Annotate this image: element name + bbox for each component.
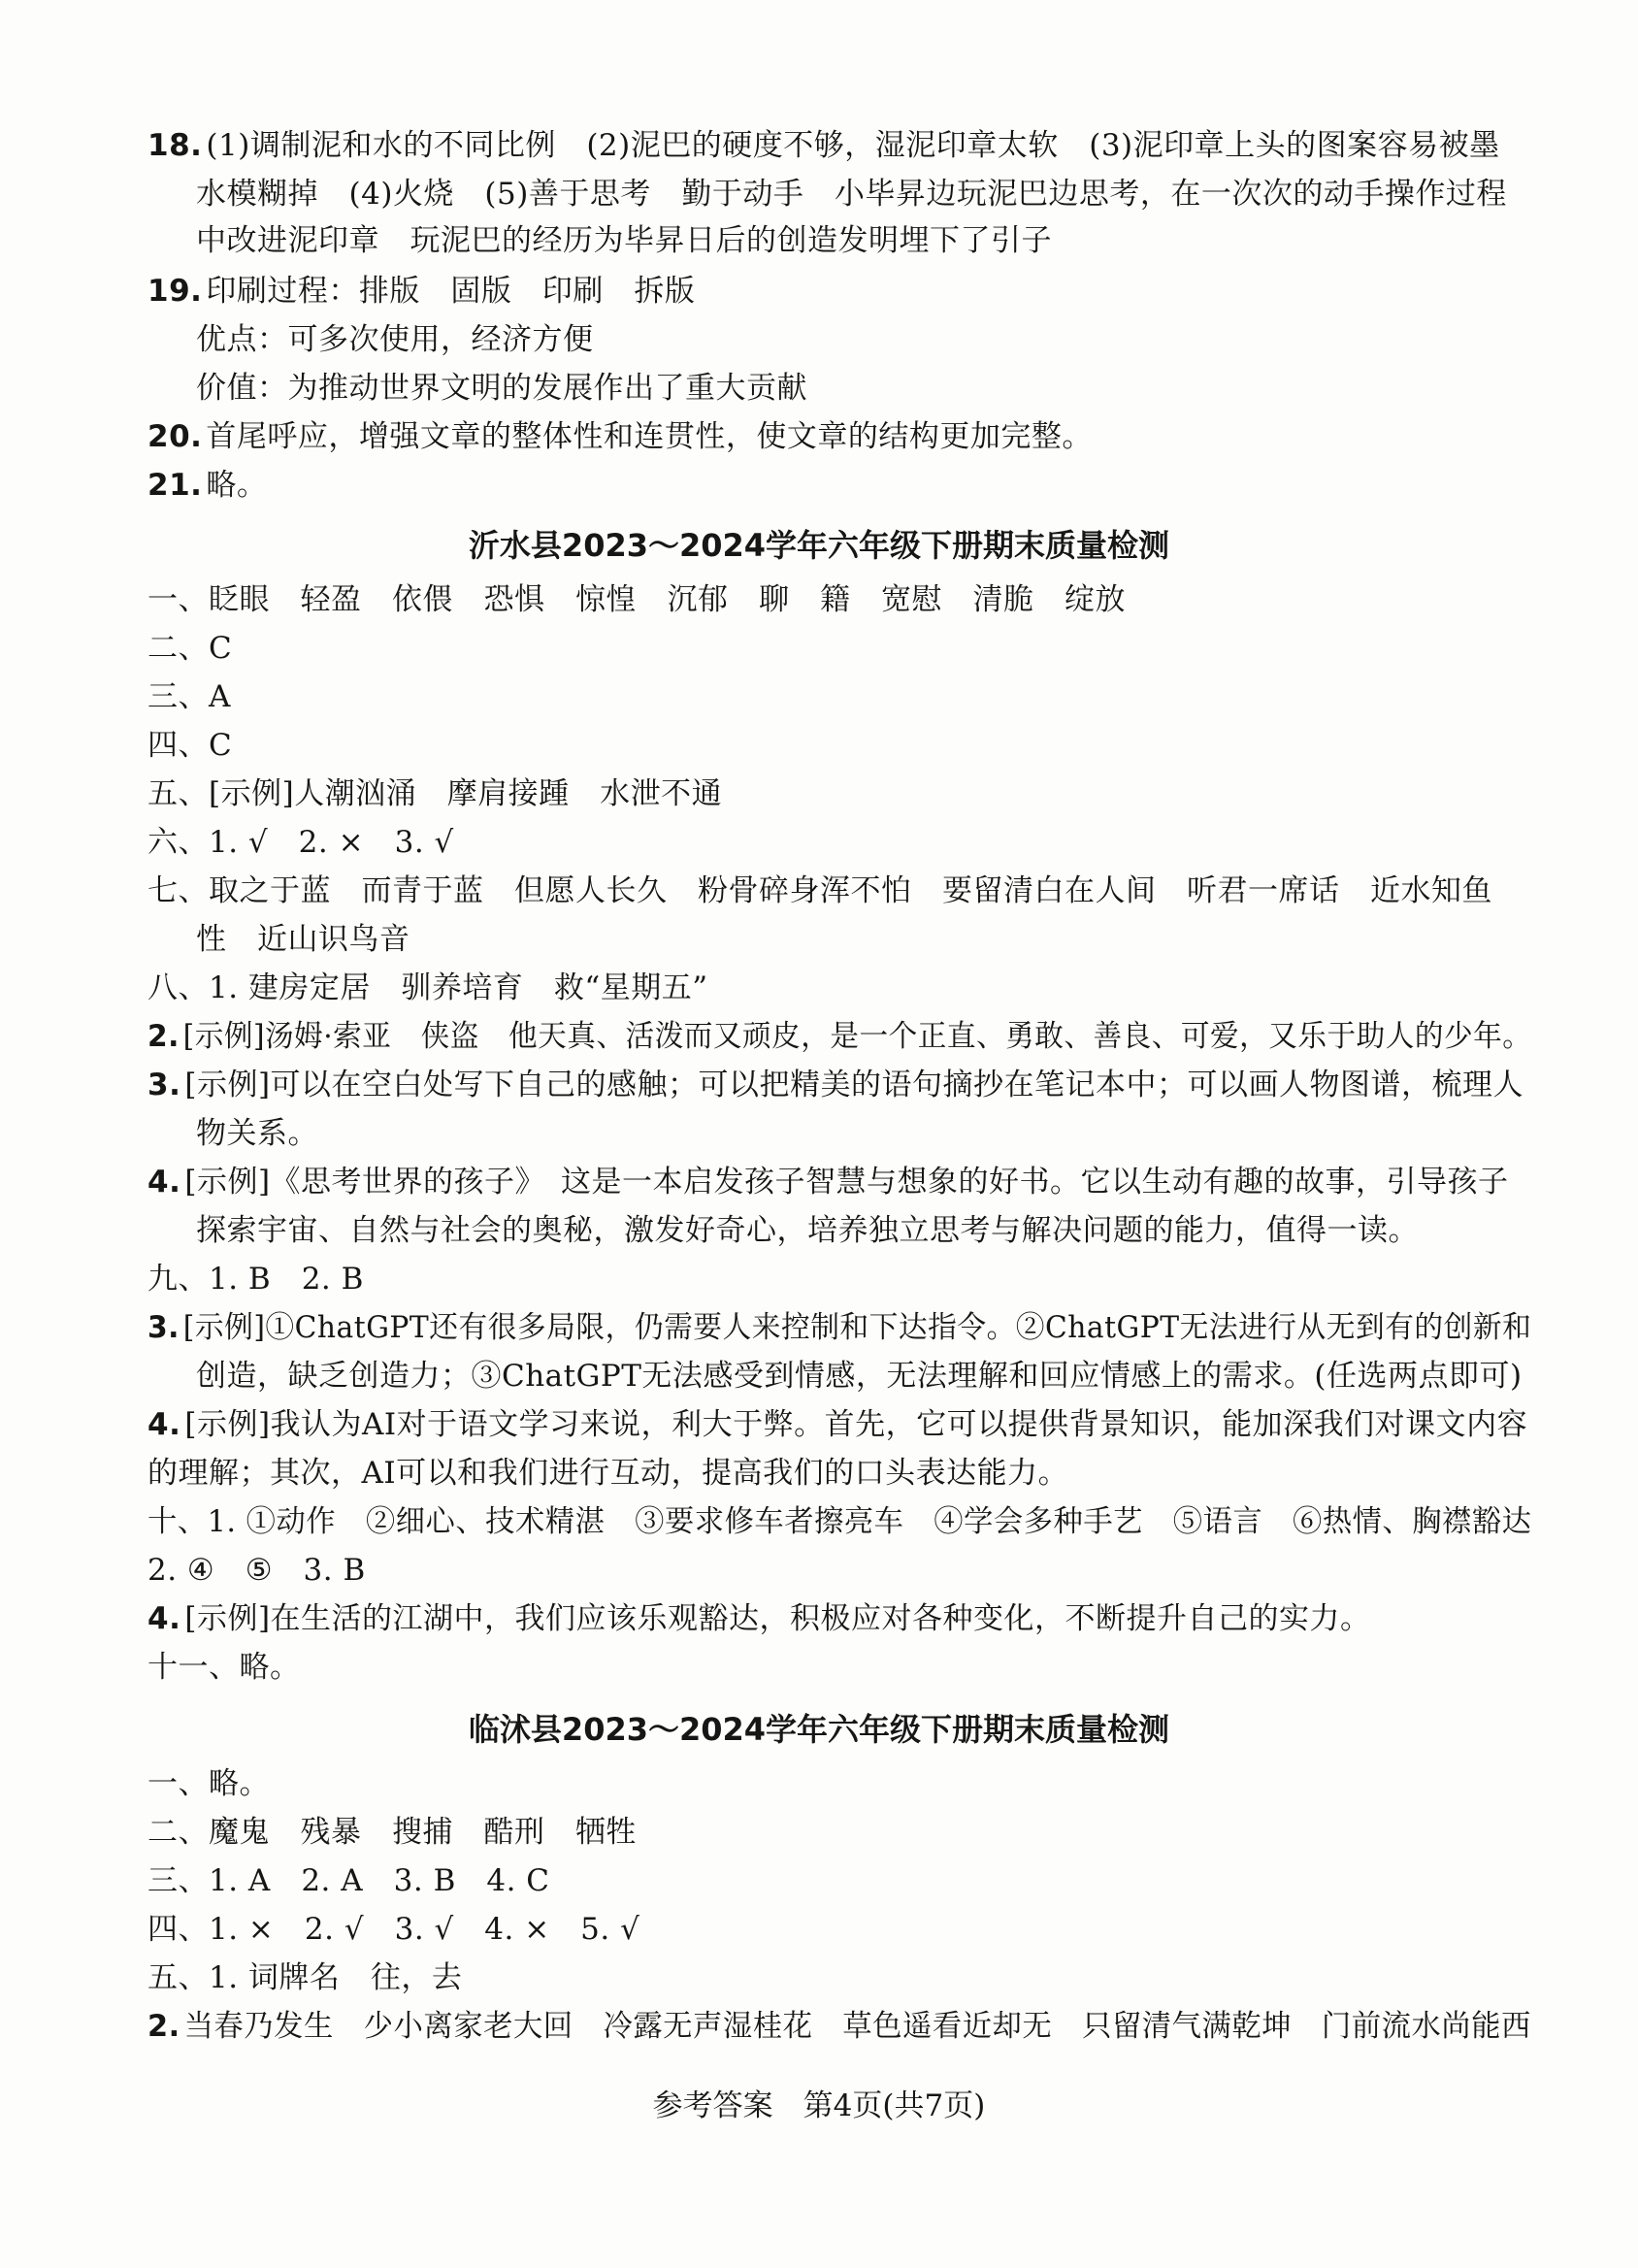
yishui-q2: 二、C	[147, 631, 233, 666]
yishui-q10-4: 4. [示例]在生活的江湖中，我们应该乐观豁达，积极应对各种变化，不断提升自己的实力。	[147, 1601, 1371, 1636]
yishui-q8-1: 八、1. 建房定居 驯养培育 救“星期五”	[147, 970, 708, 1005]
q18-line1: 18. (1)调制泥和水的不同比例 (2)泥巴的硬度不够，湿泥印章太软 (3)泥印章上头的图案容易被墨	[147, 128, 1500, 163]
q20-number: 20.	[147, 419, 203, 454]
yishui-q11: 十一、略。	[147, 1650, 301, 1685]
page-footer: 参考答案 第4页(共7页)	[652, 2088, 986, 2123]
q19-line3: 价值：为推动世界文明的发展作出了重大贡献	[196, 371, 807, 406]
yishui-q8-4-line2: 探索宇宙、自然与社会的奥秘，激发好奇心，培养独立思考与解决问题的能力，值得一读。	[196, 1213, 1419, 1248]
section-title-yishui: 沂水县2023～2024学年六年级下册期末质量检测	[468, 527, 1170, 564]
q21-number: 21.	[147, 468, 203, 503]
q18-line2: 水模糊掉 (4)火烧 (5)善于思考 勤于动手 小毕昇边玩泥巴边思考，在一次次的动手操作过程	[196, 177, 1507, 212]
yishui-q1: 一、眨眼 轻盈 依偎 恐惧 惊惶 沉郁 聊 籍 宽慰 清脆 绽放	[147, 582, 1126, 617]
yishui-q8-4-line1: 4. [示例]《思考世界的孩子》 这是一本启发孩子智慧与想象的好书。它以生动有趣的故事，引导孩子	[147, 1165, 1509, 1200]
q19-line1: 19. 印刷过程：排版 固版 印刷 拆版	[147, 274, 696, 309]
yishui-q8-2: 2. [示例]汤姆·索亚 侠盗 他天真、活泼而又顽皮，是一个正直、勇敢、善良、可爱，又乐于助人的少年。	[147, 1019, 1532, 1054]
yishui-q5: 五、[示例]人潮汹涌 摩肩接踵 水泄不通	[147, 776, 723, 811]
yishui-q9-4-line1: 4. [示例]我认为AI对于语文学习来说，利大于弊。首先，它可以提供背景知识，能加深我们对课文内容	[147, 1407, 1528, 1442]
yishui-q10-1: 十、1. ①动作 ②细心、技术精湛 ③要求修车者擦亮车 ④学会多种手艺 ⑤语言 ⑥热情、胸襟豁达	[147, 1504, 1532, 1539]
yishui-q10-2: 2. ④ ⑤ 3. B	[147, 1553, 366, 1588]
yishui-q9-4-line2: 的理解；其次，AI可以和我们进行互动，提高我们的口头表达能力。	[147, 1456, 1069, 1491]
yishui-q4: 四、C	[147, 728, 233, 763]
linshu-q4: 四、1. × 2. √ 3. √ 4. × 5. √	[147, 1912, 640, 1947]
yishui-q8-3-line1: 3. [示例]可以在空白处写下自己的感触；可以把精美的语句摘抄在笔记本中；可以画人物图谱，梳理人	[147, 1068, 1524, 1102]
q19-number: 19.	[147, 274, 203, 309]
q21-line1: 21. 略。	[147, 468, 268, 503]
linshu-q5-1: 五、1. 词牌名 往，去	[147, 1960, 463, 1995]
yishui-q9-3-line2: 创造，缺乏创造力；③ChatGPT无法感受到情感，无法理解和回应情感上的需求。(任选两点即可)	[196, 1359, 1523, 1394]
linshu-q5-2: 2. 当春乃发生 少小离家老大回 冷露无声湿桂花 草色遥看近却无 只留清气满乾坤 门前流水尚能西	[147, 2009, 1531, 2044]
linshu-q2: 二、魔鬼 残暴 搜捕 酷刑 牺牲	[147, 1815, 637, 1850]
yishui-q7-line1: 七、取之于蓝 而青于蓝 但愿人长久 粉骨碎身浑不怕 要留清白在人间 听君一席话 近水知鱼	[147, 873, 1492, 908]
yishui-q9-1: 九、1. B 2. B	[147, 1262, 364, 1297]
linshu-q3: 三、1. A 2. A 3. B 4. C	[147, 1863, 550, 1898]
section-title-linshu: 临沭县2023～2024学年六年级下册期末质量检测	[468, 1711, 1170, 1748]
q18-line3: 中改进泥印章 玩泥巴的经历为毕昇日后的创造发明埋下了引子	[196, 223, 1052, 258]
yishui-q9-3-line1: 3. [示例]①ChatGPT还有很多局限，仍需要人来控制和下达指令。②ChatGPT无法进行从无到有的创新和	[147, 1310, 1532, 1345]
yishui-q7-line2: 性 近山识鸟音	[196, 922, 410, 957]
yishui-q3: 三、A	[147, 679, 231, 714]
q19-line2: 优点：可多次使用，经济方便	[196, 322, 594, 357]
q18-number: 18.	[147, 128, 203, 163]
linshu-q1: 一、略。	[147, 1766, 270, 1801]
q20-line1: 20. 首尾呼应，增强文章的整体性和连贯性，使文章的结构更加完整。	[147, 419, 1093, 454]
yishui-q6: 六、1. √ 2. × 3. √	[147, 825, 454, 860]
yishui-q8-3-line2: 物关系。	[196, 1116, 318, 1151]
